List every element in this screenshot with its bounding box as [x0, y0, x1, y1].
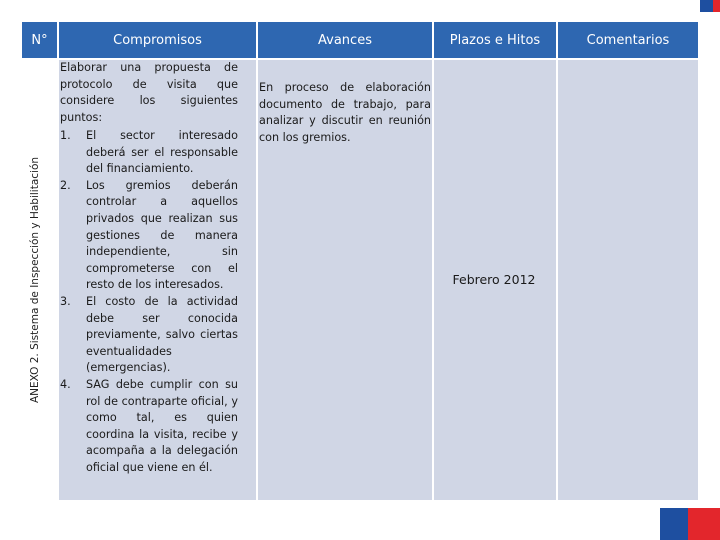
side-label-text: ANEXO 2. Sistema de Inspección y Habilitación [29, 156, 41, 404]
avance-text: En proceso de elaboración documento de trabajo, para analizar y discutir en reunión con los gremios. [259, 81, 431, 144]
side-label [22, 60, 48, 500]
list-item-number: 1. [60, 129, 71, 142]
header-number [22, 22, 57, 58]
list-item-number: 4. [60, 377, 71, 391]
header-avances [258, 22, 432, 58]
bottom-stripe-blue [660, 508, 688, 540]
list-item-number: 3. [60, 294, 71, 308]
plazo-text: Febrero 2012 [452, 272, 536, 287]
top-stripe-red [713, 0, 720, 12]
list-item-text: Los gremios deberán controlar a aquellos privados que realizan sus gestiones de manera independiente, sin comprometerse con el resto de los interesados. [86, 178, 238, 292]
header-plazos [434, 22, 556, 58]
list-item-text: SAG debe cumplir con su rol de contraparte oficial, y como tal, es quien coordina la visita, recibe y acompaña a la delegación oficial que viene en él. [86, 377, 238, 474]
top-stripe-blue [700, 0, 713, 12]
header-comentarios [558, 22, 698, 58]
compromiso-list [60, 128, 238, 476]
list-item-text: El costo de la actividad debe ser conocida previamente, salvo ciertas eventualidades (emergencias). [86, 294, 238, 375]
list-item [60, 178, 238, 294]
list-item-text: El sector interesado deberá ser el responsable del financiamiento. [86, 129, 238, 176]
bottom-stripe-red [688, 508, 720, 540]
header-compromisos [59, 22, 256, 58]
header-number-label: N° [31, 32, 48, 48]
header-plazos-label: Plazos e Hitos [449, 32, 541, 48]
header-compromisos-label: Compromisos [113, 32, 202, 48]
header-comentarios-label: Comentarios [586, 32, 670, 48]
cell-comentarios [558, 60, 698, 500]
list-item [60, 128, 238, 178]
list-item-number: 2. [60, 178, 71, 192]
list-item [60, 294, 238, 377]
list-item [60, 377, 238, 477]
header-avances-label: Avances [318, 32, 372, 48]
compromiso-intro: Elaborar una propuesta de protocolo de visita que considere los siguientes puntos: [60, 61, 238, 124]
